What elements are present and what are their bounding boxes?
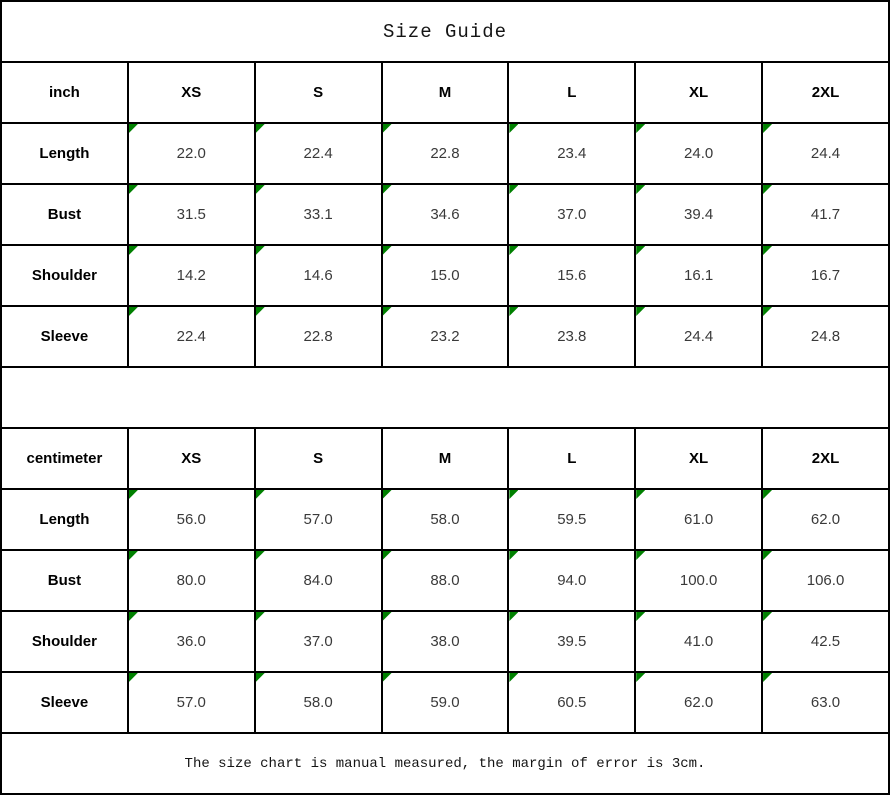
cell-flag-icon [129,246,138,255]
cell-flag-icon [509,246,518,255]
size-value-cell [635,611,762,672]
cell-flag-icon [763,490,772,499]
cell-flag-icon [636,673,645,682]
cell-flag-icon [763,246,772,255]
table-row [1,123,889,184]
size-header-l: L [508,428,635,489]
size-value: 33.1 [303,206,333,223]
size-value: 24.4 [684,328,714,345]
size-value: 61.0 [684,511,714,528]
size-value: 42.5 [810,633,841,650]
footnote: The size chart is manual measured, the margin of error is 3cm. [1,733,889,794]
size-value-cell [508,550,635,611]
size-value: 57.0 [303,511,333,528]
size-header-s: S [255,428,382,489]
size-value-cell [382,611,509,672]
size-value: 56.0 [176,511,206,528]
size-value: 23.2 [430,328,460,345]
size-header-m: M [382,428,509,489]
size-value-cell [508,306,635,367]
table-row [1,489,889,550]
size-value-cell [382,550,509,611]
size-value: 106.0 [806,572,845,589]
cell-flag-icon [636,185,645,194]
size-value-cell [762,550,889,611]
size-value: 23.4 [557,145,587,162]
size-value: 23.8 [557,328,587,345]
size-value-cell [635,550,762,611]
cell-flag-icon [636,307,645,316]
size-value-cell [255,245,382,306]
cell-flag-icon [129,612,138,621]
size-value-cell [128,672,255,733]
cell-flag-icon [763,124,772,133]
cell-flag-icon [383,307,392,316]
size-header-xs: XS [128,428,255,489]
size-value: 88.0 [430,572,460,589]
size-value: 31.5 [176,206,206,223]
size-value: 22.8 [303,328,333,345]
size-value-cell [635,672,762,733]
size-value-cell [635,184,762,245]
size-value-cell [128,184,255,245]
size-value: 24.4 [810,145,841,162]
table-row [1,306,889,367]
size-value: 38.0 [430,633,460,650]
size-value-cell [255,489,382,550]
cell-flag-icon [383,673,392,682]
size-value: 24.0 [684,145,714,162]
table-row [1,611,889,672]
size-value: 39.5 [557,633,587,650]
cell-flag-icon [129,490,138,499]
size-value: 59.5 [557,511,587,528]
spacer-row [1,367,889,428]
size-value-cell [762,184,889,245]
cell-flag-icon [256,124,265,133]
size-value-cell [508,672,635,733]
size-value-cell [508,245,635,306]
table-row [1,550,889,611]
cell-flag-icon [383,551,392,560]
size-value-cell [382,245,509,306]
cell-flag-icon [636,490,645,499]
size-value-cell [128,306,255,367]
size-header-xl: XL [635,62,762,123]
size-header-m: M [382,62,509,123]
measure-label-bust: Bust [1,550,128,611]
cell-flag-icon [636,246,645,255]
size-value-cell [508,489,635,550]
cell-flag-icon [383,246,392,255]
cell-flag-icon [383,490,392,499]
size-value: 24.8 [810,328,841,345]
cell-flag-icon [763,307,772,316]
size-value: 14.2 [176,267,206,284]
size-value-cell [128,123,255,184]
measure-label-bust: Bust [1,184,128,245]
size-value-cell [762,245,889,306]
size-value-cell [255,550,382,611]
size-value-cell [382,672,509,733]
size-value-cell [762,611,889,672]
size-value: 37.0 [303,633,333,650]
cell-flag-icon [509,307,518,316]
size-value-cell [128,611,255,672]
table-row [1,672,889,733]
size-value-cell [762,489,889,550]
size-value-cell [635,489,762,550]
cell-flag-icon [383,124,392,133]
size-value: 41.0 [684,633,714,650]
page-title: Size Guide [1,1,889,62]
measure-label-shoulder: Shoulder [1,245,128,306]
size-value: 16.7 [810,267,841,284]
cell-flag-icon [509,185,518,194]
size-value-cell [128,550,255,611]
size-value: 84.0 [303,572,333,589]
cell-flag-icon [129,185,138,194]
cell-flag-icon [636,612,645,621]
size-value-cell [635,306,762,367]
size-value-cell [255,123,382,184]
cell-flag-icon [129,673,138,682]
title-row [1,1,889,62]
unit-header-centimeter: centimeter [1,428,128,489]
measure-label-sleeve: Sleeve [1,306,128,367]
size-value: 94.0 [557,572,587,589]
size-value-cell [635,245,762,306]
cell-flag-icon [129,551,138,560]
size-value-cell [508,611,635,672]
size-value: 37.0 [557,206,587,223]
size-value: 15.0 [430,267,460,284]
cell-flag-icon [129,124,138,133]
table-row [1,184,889,245]
cell-flag-icon [509,551,518,560]
size-value: 22.0 [176,145,206,162]
cell-flag-icon [509,673,518,682]
size-value: 14.6 [303,267,333,284]
cell-flag-icon [763,551,772,560]
size-value: 22.8 [430,145,460,162]
size-value: 36.0 [176,633,206,650]
size-header-2xl: 2XL [762,428,889,489]
size-value: 41.7 [810,206,841,223]
size-value-cell [508,184,635,245]
size-value: 22.4 [303,145,333,162]
cell-flag-icon [636,124,645,133]
size-value: 100.0 [679,572,718,589]
size-header-2xl: 2XL [762,62,889,123]
measure-label-shoulder: Shoulder [1,611,128,672]
size-value: 62.0 [810,511,841,528]
size-value-cell [762,306,889,367]
size-value: 80.0 [176,572,206,589]
size-value-cell [128,489,255,550]
size-value-cell [635,123,762,184]
cell-flag-icon [256,307,265,316]
size-value-cell [255,184,382,245]
size-value: 57.0 [176,694,206,711]
size-value-cell [255,611,382,672]
size-value-cell [382,184,509,245]
table-row [1,245,889,306]
cell-flag-icon [636,551,645,560]
size-value: 34.6 [430,206,460,223]
size-value: 15.6 [557,267,587,284]
spacer-cell [1,367,889,428]
cell-flag-icon [256,490,265,499]
size-value-cell [128,245,255,306]
size-header-xs: XS [128,62,255,123]
cell-flag-icon [763,612,772,621]
size-value-cell [255,306,382,367]
cell-flag-icon [256,673,265,682]
cell-flag-icon [256,246,265,255]
unit-header-inch: inch [1,62,128,123]
size-value-cell [382,489,509,550]
size-value: 39.4 [684,206,714,223]
measure-label-length: Length [1,123,128,184]
size-value-cell [762,672,889,733]
cell-flag-icon [383,612,392,621]
measure-label-sleeve: Sleeve [1,672,128,733]
size-value: 62.0 [684,694,714,711]
cm-header-row [1,428,889,489]
size-value: 16.1 [684,267,714,284]
size-value-cell [255,672,382,733]
cell-flag-icon [129,307,138,316]
size-header-s: S [255,62,382,123]
size-value: 22.4 [176,328,206,345]
cell-flag-icon [509,612,518,621]
size-header-xl: XL [635,428,762,489]
footer-row [1,733,889,794]
cell-flag-icon [256,551,265,560]
inch-header-row [1,62,889,123]
size-value-cell [508,123,635,184]
size-value: 58.0 [303,694,333,711]
cell-flag-icon [256,185,265,194]
size-value-cell [382,306,509,367]
cell-flag-icon [763,185,772,194]
size-value: 58.0 [430,511,460,528]
size-value: 60.5 [557,694,587,711]
cell-flag-icon [256,612,265,621]
size-value: 63.0 [810,694,841,711]
measure-label-length: Length [1,489,128,550]
size-header-l: L [508,62,635,123]
size-value-cell [762,123,889,184]
cell-flag-icon [509,124,518,133]
cell-flag-icon [383,185,392,194]
cell-flag-icon [763,673,772,682]
size-value-cell [382,123,509,184]
cell-flag-icon [509,490,518,499]
size-value: 59.0 [430,694,460,711]
